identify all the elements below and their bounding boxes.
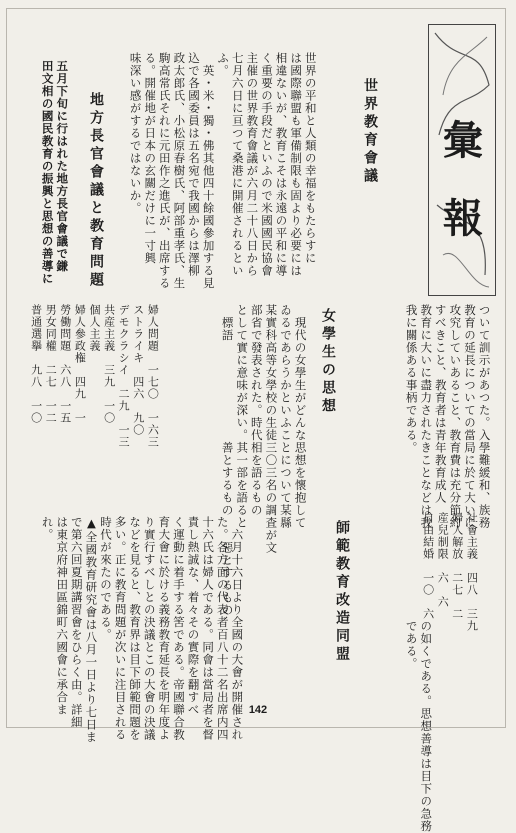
article-subtitle-local-governors: 地方長官會議と教育問題 [88, 92, 104, 290]
article-title-world-education: 世界教育會議 [362, 78, 378, 186]
article-body-normal-education: 六月十六日より全國の大會が開催され た。各方面の代表者百八十二名出席内四 十六氏は婦人である。同會は當局者を督 責し熱誠な、着々その實際を翻すべ く運動に着手する筈である。帝國聯合教 育大會に於ける義務教育延長を明年度よ り實行すべしとの決議とこの大會の決議 などを見ると、教育界は目下師範問題を 多い。正に教育問題が次いに注目される 時代が來たのである。 ▲全國教育研究會は八月一日より七日ま で第六回夏期講習會をひらく由。詳細 は東京府神田區錦町六國會に承合ま れ。 [40, 516, 245, 744]
table-right-rows: 社會主義 四八 三九 婦人解放 二七 二 産兒制限 六 六 自由結婚 一〇 六 [421, 512, 479, 632]
article-intro-continuation: ついて訓示があつた。入學難緩和、族務 教育の延長についての當局に於て大いに 攻究していあること、教育費は充分節約 すべきこと、教育者は青年教育成人 教育に大いに盡力されたきことなどは我 我に關係ある事柄である。 [404, 304, 492, 529]
section-banner [428, 24, 496, 296]
article-subbody-local-governors: 五月下旬に行はれた地方長官會議で鎌 田文相の國民教育の振興と思想の善導に [40, 60, 70, 285]
table-left-rows: 婦人問題 一七〇 一六三 ストライキ 四六 九〇 デモクラシイ 二九 一三 共産主義 三九 一〇 個人主義 婦人參政権 四九 一 勞働問題 六八 一五 男女同權 二七 一二 普通選擧 九八 一〇 [29, 304, 160, 448]
article-body-women-thought: 現代の女學生がどんな思想を懷抱して ゐるであらうかといふことについて某縣 某實科高等女學校の生徒三〇三名の調査が文 部省で發表された。時代相を語るもの として實に意味が深い。其一部を語ると 標語 善とするもの 惡とするもの [220, 304, 308, 617]
page-number: 142 [248, 704, 268, 716]
article-title-normal-education: 師範教育改造同盟 [334, 520, 350, 664]
banner-char-1: 彙 [443, 117, 483, 164]
article-title-women-thought: 女學生の思想 [320, 308, 336, 416]
article-conclusion-women-thought: の如くである。思想善導は目下の急務 である。 [404, 620, 434, 833]
article-body-world-education: 世界の平和と人類の幸福をもたらすに は國際聯盟も軍備制限も固より必要には 相違ないが、教育こそは永遠の平和に導 く重要の手段だといふので米國國民協會 主催の世界教育會議が六月二十八日から 七月六日に亘つて桑港に開催されるとい ふ。 英・米・獨・佛其他四十餘國參加する見 込で各國委員は五名宛で我國からは澤柳 政太郎氏、小松原春樹氏、阿部重孝氏、生 駒高常氏それに元田作之進氏が、出席する る。開催地が日本の玄關だけに一寸興 味深い感がするではないか。 [128, 52, 318, 290]
banner-char-2: 報 [443, 195, 483, 242]
